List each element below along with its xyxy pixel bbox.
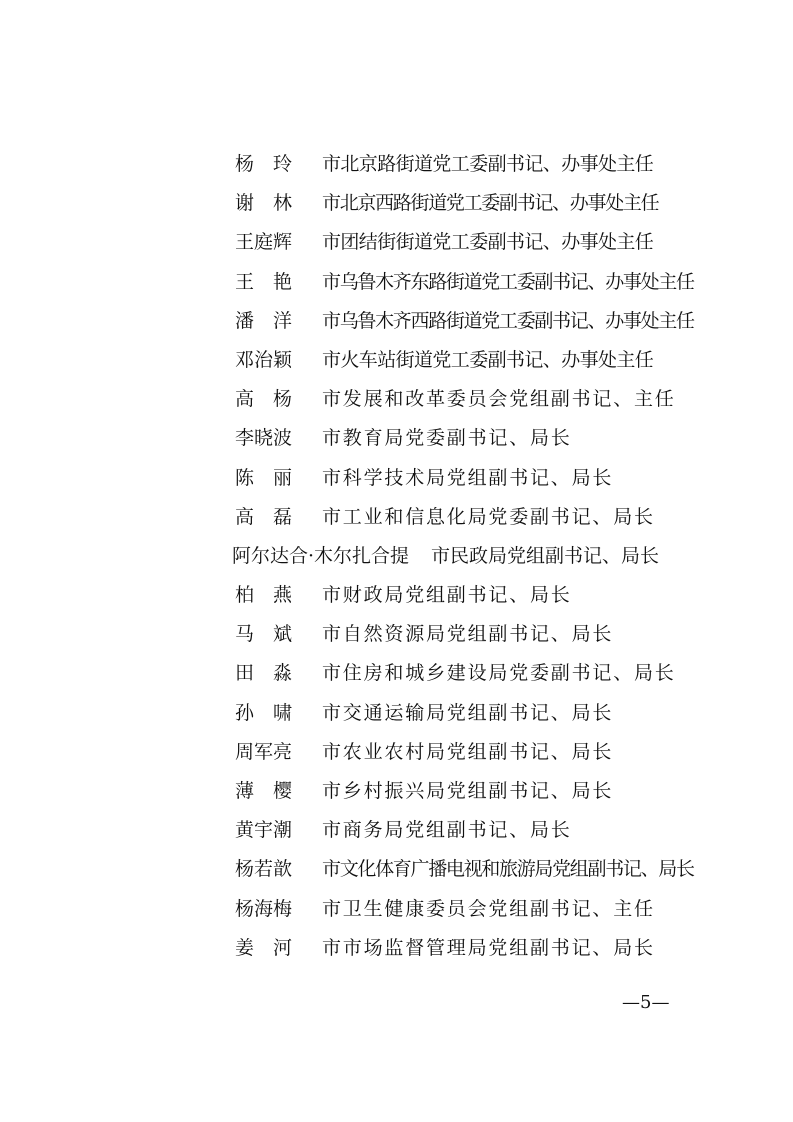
- position-title: 市市场监督管理局党组副书记、局长: [322, 936, 655, 959]
- list-item: [235, 302, 755, 341]
- position-title: 市乌鲁木齐西路街道党工委副书记、办事处主任: [322, 309, 694, 332]
- position-title: 市发展和改革委员会党组副书记、主任: [322, 388, 676, 411]
- list-item: [235, 811, 755, 850]
- position-title: 市民政局党组副书记、局长: [431, 544, 660, 567]
- list-item: [235, 654, 755, 693]
- position-title: 市科学技术局党组副书记、局长: [322, 466, 614, 489]
- list-item: [235, 850, 755, 889]
- list-item: [235, 615, 755, 654]
- list-item: [235, 419, 755, 458]
- list-item: [235, 341, 755, 380]
- person-name: 王庭辉: [235, 231, 293, 254]
- person-name: 马 斌: [235, 623, 293, 646]
- person-name: 薄 樱: [235, 780, 293, 802]
- position-title: 市文化体育广播电视和旅游局党组副书记、局长: [322, 858, 694, 881]
- position-title: 市住房和城乡建设局党委副书记、局长: [322, 662, 676, 685]
- position-title: 市交通运输局党组副书记、局长: [322, 701, 614, 724]
- list-item: [235, 890, 755, 929]
- list-item: [235, 380, 755, 419]
- person-name: 陈 丽: [235, 466, 293, 489]
- list-item: [235, 733, 755, 772]
- position-title: 市乡村振兴局党组副书记、局长: [322, 780, 614, 802]
- person-name: 高 杨: [235, 388, 293, 411]
- list-item: [235, 223, 755, 262]
- person-name: 杨 玲: [235, 153, 293, 175]
- position-title: 市火车站街道党工委副书记、办事处主任: [322, 348, 654, 371]
- person-name: 杨海梅: [235, 897, 293, 920]
- person-name: 杨若歆: [235, 858, 293, 881]
- position-title: 市商务局党组副书记、局长: [322, 819, 572, 842]
- list-item: [235, 929, 755, 968]
- position-title: 市工业和信息化局党委副书记、局长: [322, 505, 655, 528]
- list-item: [235, 184, 755, 223]
- person-name: 潘 洋: [235, 309, 293, 332]
- position-title: 市北京路街道党工委副书记、办事处主任: [322, 153, 654, 175]
- person-name: 谢 林: [235, 192, 293, 215]
- person-name: 王 艳: [235, 270, 293, 293]
- page-number: —5—: [622, 992, 670, 1013]
- person-name: 高 磊: [235, 505, 293, 528]
- person-name: 邓治颖: [235, 348, 293, 371]
- list-item: [235, 694, 755, 733]
- list-item: [232, 537, 755, 576]
- person-name: 黄宇潮: [235, 819, 293, 842]
- person-name: 姜 河: [235, 936, 293, 959]
- position-title: 市乌鲁木齐东路街道党工委副书记、办事处主任: [322, 270, 694, 293]
- position-title: 市卫生健康委员会党组副书记、主任: [322, 897, 655, 920]
- position-title: 市自然资源局党组副书记、局长: [322, 623, 614, 646]
- appointment-list: [232, 145, 755, 968]
- list-item: [235, 498, 755, 537]
- person-name: 田 淼: [235, 662, 293, 685]
- position-title: 市北京西路街道党工委副书记、办事处主任: [322, 192, 659, 215]
- person-name: 周军亮: [235, 740, 293, 763]
- position-title: 市教育局党委副书记、局长: [322, 427, 572, 450]
- position-title: 市财政局党组副书记、局长: [322, 584, 572, 607]
- position-title: 市团结街街道党工委副书记、办事处主任: [322, 231, 654, 254]
- person-name: 阿尔达合·木尔扎合提: [232, 544, 410, 567]
- list-item: [235, 772, 755, 811]
- position-title: 市农业农村局党组副书记、局长: [322, 740, 614, 763]
- list-item: [235, 459, 755, 498]
- person-name: 柏 燕: [235, 584, 293, 607]
- list-item: [235, 263, 755, 302]
- list-item: [235, 145, 755, 184]
- list-item: [235, 576, 755, 615]
- person-name: 李晓波: [235, 427, 293, 450]
- person-name: 孙 啸: [235, 701, 293, 724]
